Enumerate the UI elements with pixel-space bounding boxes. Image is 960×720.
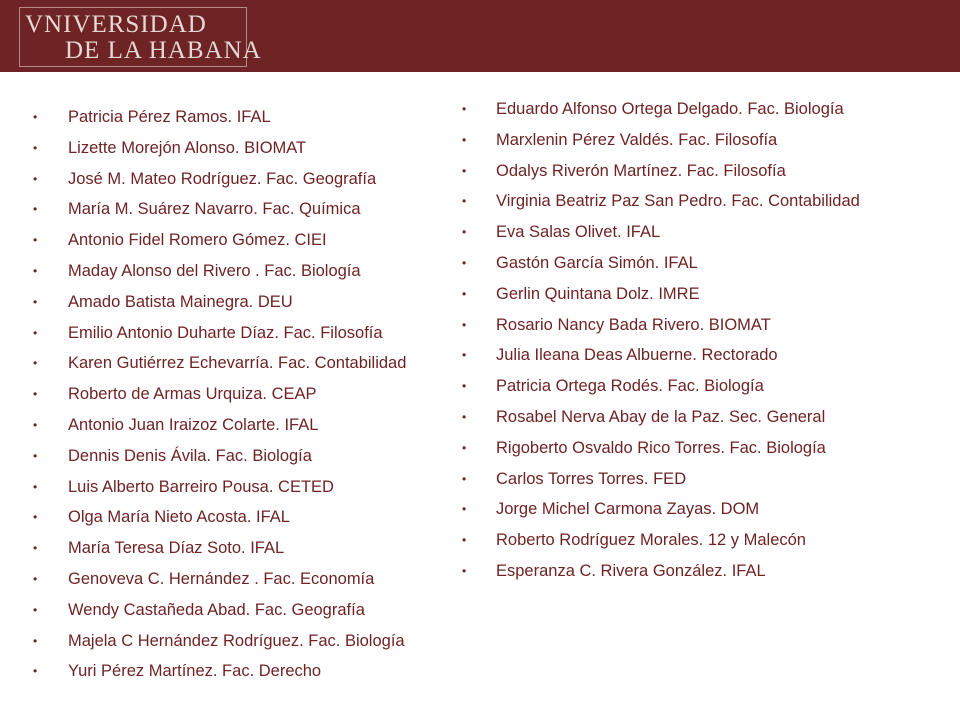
list-item bbox=[30, 133, 406, 164]
list-item bbox=[30, 348, 406, 379]
list-item bbox=[30, 656, 406, 687]
list-item bbox=[30, 102, 406, 133]
bullet-icon: • bbox=[462, 194, 467, 209]
bullet-icon: • bbox=[462, 348, 467, 363]
list-item bbox=[459, 310, 860, 341]
list-item-text: Patricia Pérez Ramos. IFAL bbox=[68, 108, 271, 126]
list-item-text: Rosario Nancy Bada Rivero. BIOMAT bbox=[496, 315, 771, 334]
bullet-icon: • bbox=[462, 502, 467, 517]
bullet-icon: • bbox=[33, 602, 38, 617]
bullet-icon: • bbox=[462, 102, 467, 116]
list-item-text: Esperanza C. Rivera González. IFAL bbox=[496, 561, 766, 580]
list-item bbox=[459, 94, 860, 125]
bullet-icon: • bbox=[33, 233, 38, 248]
list-item-text: Roberto de Armas Urquiza. CEAP bbox=[68, 385, 317, 404]
list-item bbox=[30, 472, 406, 503]
right-name-list bbox=[459, 94, 860, 587]
list-item-text: María Teresa Díaz Soto. IFAL bbox=[68, 539, 285, 558]
left-name-list bbox=[30, 102, 406, 687]
logo-line-1: VNIVERSIDAD bbox=[25, 11, 207, 38]
list-item-text: Julia Ileana Deas Albuerne. Rectorado bbox=[496, 346, 778, 365]
list-item bbox=[459, 248, 860, 279]
list-item bbox=[459, 402, 860, 433]
list-item bbox=[30, 379, 406, 410]
list-item bbox=[459, 186, 860, 217]
list-item bbox=[30, 194, 406, 225]
bullet-icon: • bbox=[33, 633, 38, 648]
list-item bbox=[30, 564, 406, 595]
bullet-icon: • bbox=[33, 541, 38, 556]
bullet-icon: • bbox=[33, 479, 38, 494]
list-item bbox=[30, 318, 406, 349]
bullet-icon: • bbox=[462, 317, 467, 332]
bullet-icon: • bbox=[462, 533, 467, 548]
bullet-icon: • bbox=[462, 440, 467, 455]
logo-line-2: DE LA HABANA bbox=[65, 37, 262, 64]
list-item bbox=[30, 595, 406, 626]
bullet-icon: • bbox=[33, 417, 38, 432]
bullet-icon: • bbox=[33, 387, 38, 402]
list-item-text: Carlos Torres Torres. FED bbox=[496, 469, 687, 488]
list-item bbox=[30, 256, 406, 287]
list-item-text: Maday Alonso del Rivero . Fac. Biología bbox=[68, 261, 361, 280]
list-item-text: Olga María Nieto Acosta. IFAL bbox=[68, 508, 290, 527]
list-item-text: Virginia Beatriz Paz San Pedro. Fac. Contabilidad bbox=[496, 192, 860, 211]
header-bar bbox=[0, 0, 960, 72]
list-item bbox=[30, 502, 406, 533]
list-item bbox=[459, 340, 860, 371]
list-item-text: Jorge Michel Carmona Zayas. DOM bbox=[496, 500, 760, 519]
bullet-icon: • bbox=[33, 571, 38, 586]
list-item bbox=[30, 287, 406, 318]
bullet-icon: • bbox=[33, 664, 38, 679]
list-item bbox=[30, 533, 406, 564]
bullet-icon: • bbox=[33, 448, 38, 463]
bullet-icon: • bbox=[462, 471, 467, 486]
list-item bbox=[30, 164, 406, 195]
list-item bbox=[30, 626, 406, 657]
list-item-text: Rigoberto Osvaldo Rico Torres. Fac. Biología bbox=[496, 438, 826, 457]
list-item-text: Eva Salas Olivet. IFAL bbox=[496, 223, 661, 242]
list-item-text: Patricia Ortega Rodés. Fac. Biología bbox=[496, 377, 764, 396]
list-item bbox=[459, 279, 860, 310]
list-item-text: José M. Mateo Rodríguez. Fac. Geografía bbox=[68, 169, 377, 188]
list-item-text: Emilio Antonio Duharte Díaz. Fac. Filosofía bbox=[68, 323, 383, 342]
list-item-text: Antonio Fidel Romero Gómez. CIEI bbox=[68, 231, 327, 250]
list-item bbox=[459, 556, 860, 587]
list-item-text: Antonio Juan Iraizoz Colarte. IFAL bbox=[68, 415, 319, 434]
list-item-text: Eduardo Alfonso Ortega Delgado. Fac. Biología bbox=[496, 100, 844, 118]
list-item-text: Dennis Denis Ávila. Fac. Biología bbox=[68, 446, 312, 465]
bullet-icon: • bbox=[33, 140, 38, 155]
bullet-icon: • bbox=[33, 294, 38, 309]
list-item-text: Lizette Morejón Alonso. BIOMAT bbox=[68, 138, 307, 157]
list-item-text: Luis Alberto Barreiro Pousa. CETED bbox=[68, 477, 334, 496]
list-item-text: Yuri Pérez Martínez. Fac. Derecho bbox=[68, 662, 322, 681]
bullet-icon: • bbox=[462, 225, 467, 240]
list-item bbox=[459, 217, 860, 248]
bullet-icon: • bbox=[462, 163, 467, 178]
bullet-icon: • bbox=[33, 263, 38, 278]
bullet-icon: • bbox=[33, 110, 38, 124]
list-item bbox=[30, 410, 406, 441]
list-item-text: Majela C Hernández Rodríguez. Fac. Biología bbox=[68, 631, 405, 650]
list-item-text: Roberto Rodríguez Morales. 12 y Malecón bbox=[496, 531, 806, 550]
bullet-icon: • bbox=[33, 171, 38, 186]
list-item-text: María M. Suárez Navarro. Fac. Química bbox=[68, 200, 361, 219]
list-item bbox=[459, 525, 860, 556]
bullet-icon: • bbox=[462, 286, 467, 301]
bullet-icon: • bbox=[462, 409, 467, 424]
bullet-icon: • bbox=[462, 255, 467, 270]
university-logo bbox=[19, 7, 262, 67]
list-item bbox=[459, 125, 860, 156]
list-item bbox=[459, 156, 860, 187]
bullet-icon: • bbox=[462, 563, 467, 578]
list-item-text: Karen Gutiérrez Echevarría. Fac. Contabilidad bbox=[68, 354, 407, 373]
bullet-icon: • bbox=[462, 379, 467, 394]
list-item-text: Rosabel Nerva Abay de la Paz. Sec. General bbox=[496, 407, 826, 426]
bullet-icon: • bbox=[33, 202, 38, 217]
bullet-icon: • bbox=[33, 325, 38, 340]
list-item-text: Odalys Riverón Martínez. Fac. Filosofía bbox=[496, 161, 786, 180]
list-item bbox=[459, 371, 860, 402]
list-item bbox=[30, 225, 406, 256]
list-item-text: Marxlenin Pérez Valdés. Fac. Filosofía bbox=[496, 130, 778, 149]
list-item-text: Wendy Castañeda Abad. Fac. Geografía bbox=[68, 600, 365, 619]
list-item-text: Gerlin Quintana Dolz. IMRE bbox=[496, 284, 700, 303]
bullet-icon: • bbox=[462, 132, 467, 147]
bullet-icon: • bbox=[33, 356, 38, 371]
list-item-text: Amado Batista Mainegra. DEU bbox=[68, 292, 293, 311]
list-item bbox=[459, 433, 860, 464]
list-item-text: Gastón García Simón. IFAL bbox=[496, 253, 698, 272]
bullet-icon: • bbox=[33, 510, 38, 525]
list-item bbox=[459, 464, 860, 495]
list-item-text: Genoveva C. Hernández . Fac. Economía bbox=[68, 569, 375, 588]
list-item bbox=[30, 441, 406, 472]
list-item bbox=[459, 494, 860, 525]
